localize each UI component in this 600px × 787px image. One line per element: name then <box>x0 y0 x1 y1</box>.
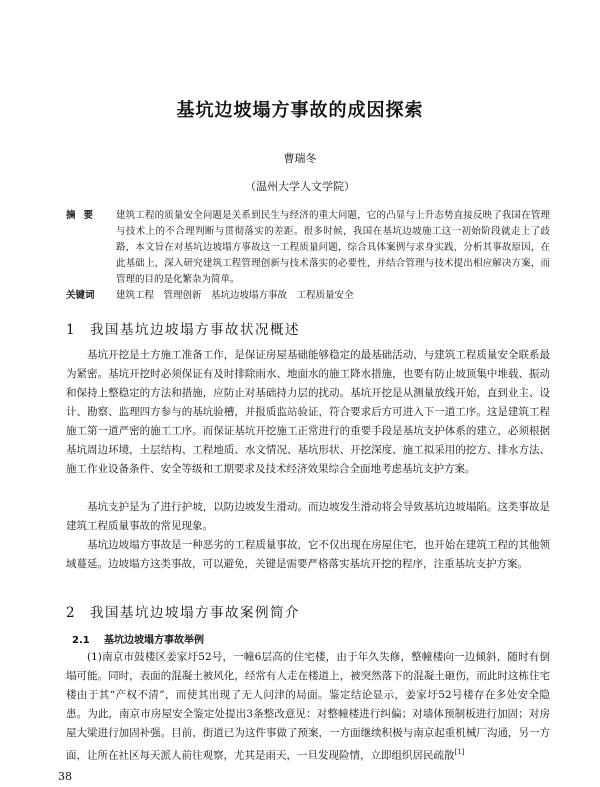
paper-title: 基坑边坡塌方事故的成因探索 <box>176 100 424 121</box>
section-2-title: 我国基坑边坡塌方事故案例简介 <box>90 605 300 621</box>
author-name: 曹瑞冬 <box>283 152 317 165</box>
section-2-paragraph <box>66 648 550 766</box>
subsection-2-1-heading <box>72 631 204 646</box>
case-text: (1)南京市鼓楼区姜家圩52号，一幢6层高的住宅楼，由于年久失修，整幢楼向一边倾斜，随时有倒塌可能。同时，表面的混凝土被风化，经常有人走在楼道上，被突然落下的混凝土砸伤，而此时这栋住宅楼由于其“产权不清”，而使其出现了无人问津的局面。鉴定结论显示，姜家圩52号楼存在多处安全隐患。为此，南京市房屋安全鉴定处提出3条整改意见：对整幢楼进行纠偏；对墙体预制板进行加固；对房屋大梁进行加固补强。目前，街道已为这件事做了预案，一方面继续积极与南京起重机械厂沟通，另一方面，让所在社区每天派人前往观察，尤其是雨天，一旦发现险情，立即组织居民疏散 <box>66 651 550 762</box>
author-affiliation: （温州大学人文学院） <box>245 180 355 193</box>
keywords-label: 关键词 <box>66 290 95 301</box>
abstract-row <box>66 208 550 288</box>
section-2-number: 2 <box>66 605 77 621</box>
section-1-paragraph-3: 基坑边坡塌方事故是一种恶劣的工程质量事故，它不仅出现在房屋住宅，也开始在建筑工程的其他领域蔓延。边坡塌方这类事故，可以避免，关键是需要严格落实基坑开挖的程序，注重基坑支护方案。 <box>66 539 550 570</box>
section-1-number: 1 <box>66 322 77 338</box>
section-1-paragraph-1: 基坑开挖是土方施工准备工作，是保证房屋基础能够稳定的最基础活动，与建筑工程质量安全联系最为紧密。基坑开挖时必须保证有及时排除雨水、地面水的施工降水措施，也要有防止坡顶集中堆载、振动和保持上整稳定的方法和措施，应防止对基础持力层的扰动。基坑开挖是从测量放线开始，直到业主、设计、勘察、监理四方参与的基坑验槽，并报质监站验证，符合要求后方可进入下一道工序。这是建筑工程施工第一道严密的施工工序。而保证基坑开挖施工正常进行的重要手段是基坑支护体系的建立，必须根据基坑周边环境，土层结构、工程地质、水文情况、基坑形状、开挖深度、施工拟采用的挖方、排水方法、施工作业设备条件、安全等级和工期要求及技术经济效果综合全面地考虑基坑支护方案。 <box>66 349 550 475</box>
subsection-2-1-title: 基坑边坡塌方事故举例 <box>104 635 204 646</box>
section-1-title: 我国基坑边坡塌方事故状况概述 <box>90 322 300 338</box>
citation-ref: [1] <box>454 748 465 756</box>
section-1-heading <box>66 318 300 338</box>
keywords-row <box>66 288 550 304</box>
keywords-text: 建筑工程 管理创新 基坑边坡塌方事故 工程质量安全 <box>116 290 354 301</box>
page-number: 38 <box>58 770 72 783</box>
abstract-label: 摘要 <box>66 210 102 221</box>
section-2-heading <box>66 601 300 621</box>
abstract-text: 建筑工程的质量安全问题是关系到民生与经济的重大问题，它的凸显与上升态势直接反映了我国在管理与技术上的不合理判断与贯彻落实的差距。很多时候，我国在基坑边坡施工这一初始阶段就走上了歧路，本文旨在对基坑边坡塌方事故这一工程质量问题，综合具体案例与求身实践，分析其事故原因，在此基础上，深入研究建筑工程管理创新与技术落实的必要性，并结合管理与技术提出相应解决方案，而管理的目的是化繁杂为简单。 <box>116 210 550 285</box>
abstract-block <box>66 208 550 304</box>
subsection-2-1-number: 2.1 <box>72 635 90 646</box>
section-1-paragraph-2: 基坑支护是为了进行护坡，以防边坡发生滑动。而边坡发生滑动将会导致基坑边坡塌陷。这类事故是建筑工程质量事故的常见现象。 <box>66 501 550 532</box>
